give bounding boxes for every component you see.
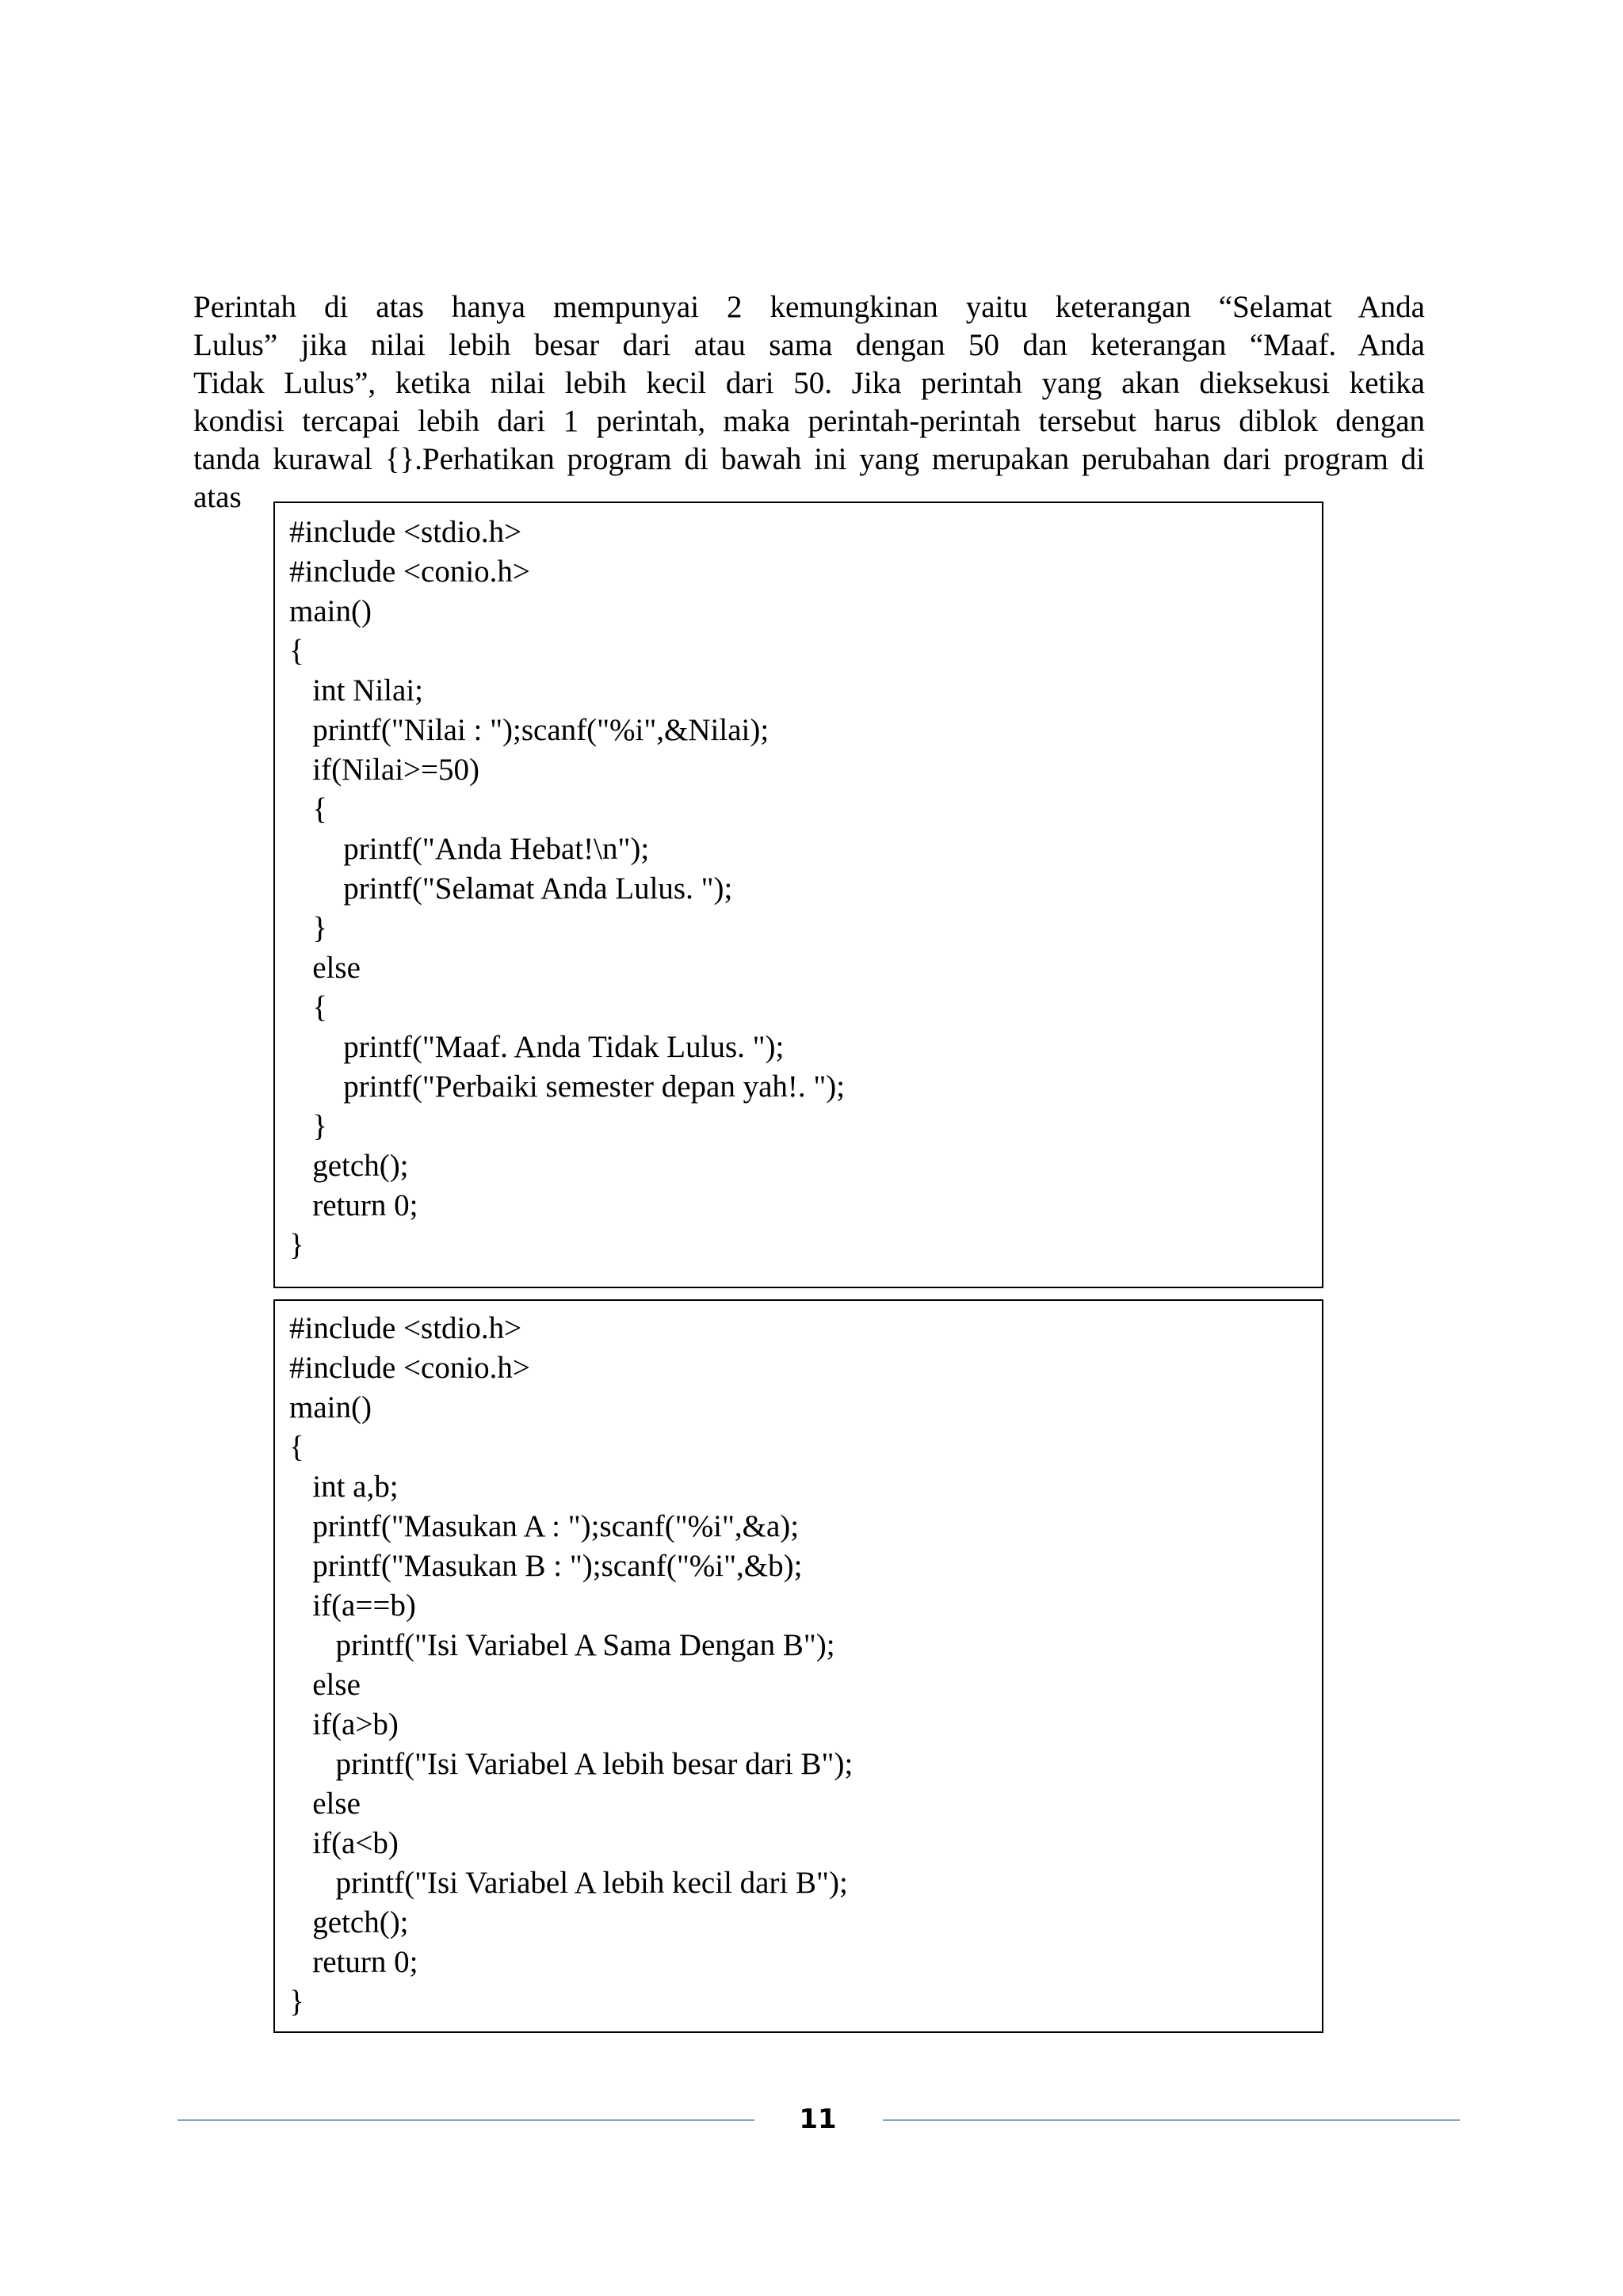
paragraph-line: Perintah di atas hanya mempunyai 2 kemungkinan yaitu keterangan “Selamat Anda bbox=[193, 290, 1425, 324]
body-paragraph bbox=[193, 288, 1425, 517]
code-line: if(Nilai>=50) bbox=[289, 753, 480, 787]
code-line: return 0; bbox=[289, 1188, 418, 1222]
code-line: } bbox=[289, 911, 327, 945]
code-line: printf("Maaf. Anda Tidak Lulus. "); bbox=[289, 1030, 785, 1064]
code-line: { bbox=[289, 634, 304, 668]
code-line: getch(); bbox=[289, 1905, 409, 1939]
code-line: #include <stdio.h> bbox=[289, 515, 522, 549]
code-line: int Nilai; bbox=[289, 673, 423, 707]
code-line: #include <conio.h> bbox=[289, 1351, 530, 1385]
code-line: printf("Masukan A : ");scanf("%i",&a); bbox=[289, 1509, 800, 1543]
paragraph-line: Tidak Lulus”, ketika nilai lebih kecil dari 50. Jika perintah yang akan dieksekusi ketika bbox=[193, 366, 1425, 400]
code-line: printf("Selamat Anda Lulus. "); bbox=[289, 871, 733, 906]
code-line: printf("Anda Hebat!\n"); bbox=[289, 832, 650, 866]
code-line: { bbox=[289, 1430, 304, 1464]
code-line: getch(); bbox=[289, 1149, 409, 1183]
code-line: if(a>b) bbox=[289, 1707, 399, 1741]
code-line: if(a<b) bbox=[289, 1826, 399, 1860]
code-line: else bbox=[289, 1668, 361, 1702]
code-line: main() bbox=[289, 594, 372, 628]
code-line: #include <stdio.h> bbox=[289, 1311, 522, 1345]
code-line: if(a==b) bbox=[289, 1589, 416, 1623]
code-line: } bbox=[289, 1228, 304, 1262]
code-line: int a,b; bbox=[289, 1470, 399, 1504]
footer-rule-left bbox=[178, 2119, 754, 2121]
code-block-nilai bbox=[273, 502, 1323, 1288]
code-line: { bbox=[289, 990, 327, 1024]
paragraph-line: kondisi tercapai lebih dari 1 perintah, maka perintah-perintah tersebut harus diblok dengan bbox=[193, 404, 1425, 438]
paragraph-line: atas bbox=[193, 480, 242, 514]
paragraph-line: tanda kurawal {}.Perhatikan program di bawah ini yang merupakan perubahan dari program di bbox=[193, 442, 1425, 476]
code-line: { bbox=[289, 792, 327, 826]
code-line: printf("Masukan B : ");scanf("%i",&b); bbox=[289, 1549, 803, 1583]
code-line: printf("Isi Variabel A Sama Dengan B"); bbox=[289, 1628, 835, 1662]
page-number: 11 bbox=[799, 2103, 837, 2135]
code-line: printf("Isi Variabel A lebih kecil dari B"); bbox=[289, 1866, 848, 1900]
code-line: printf("Perbaiki semester depan yah!. "); bbox=[289, 1070, 846, 1104]
code-block-compare bbox=[273, 1299, 1323, 2033]
code-line: printf("Nilai : ");scanf("%i",&Nilai); bbox=[289, 713, 769, 747]
code-line: return 0; bbox=[289, 1945, 418, 1979]
code-line: } bbox=[289, 1985, 304, 2019]
code-line: #include <conio.h> bbox=[289, 555, 530, 589]
code-line: printf("Isi Variabel A lebih besar dari B"); bbox=[289, 1747, 854, 1781]
code-line: else bbox=[289, 951, 361, 985]
code-line: else bbox=[289, 1787, 361, 1821]
code-line: main() bbox=[289, 1390, 372, 1425]
code-line: } bbox=[289, 1109, 327, 1143]
footer-rule-right bbox=[883, 2119, 1460, 2121]
paragraph-line: Lulus” jika nilai lebih besar dari atau sama dengan 50 dan keterangan “Maaf. Anda bbox=[193, 328, 1425, 362]
